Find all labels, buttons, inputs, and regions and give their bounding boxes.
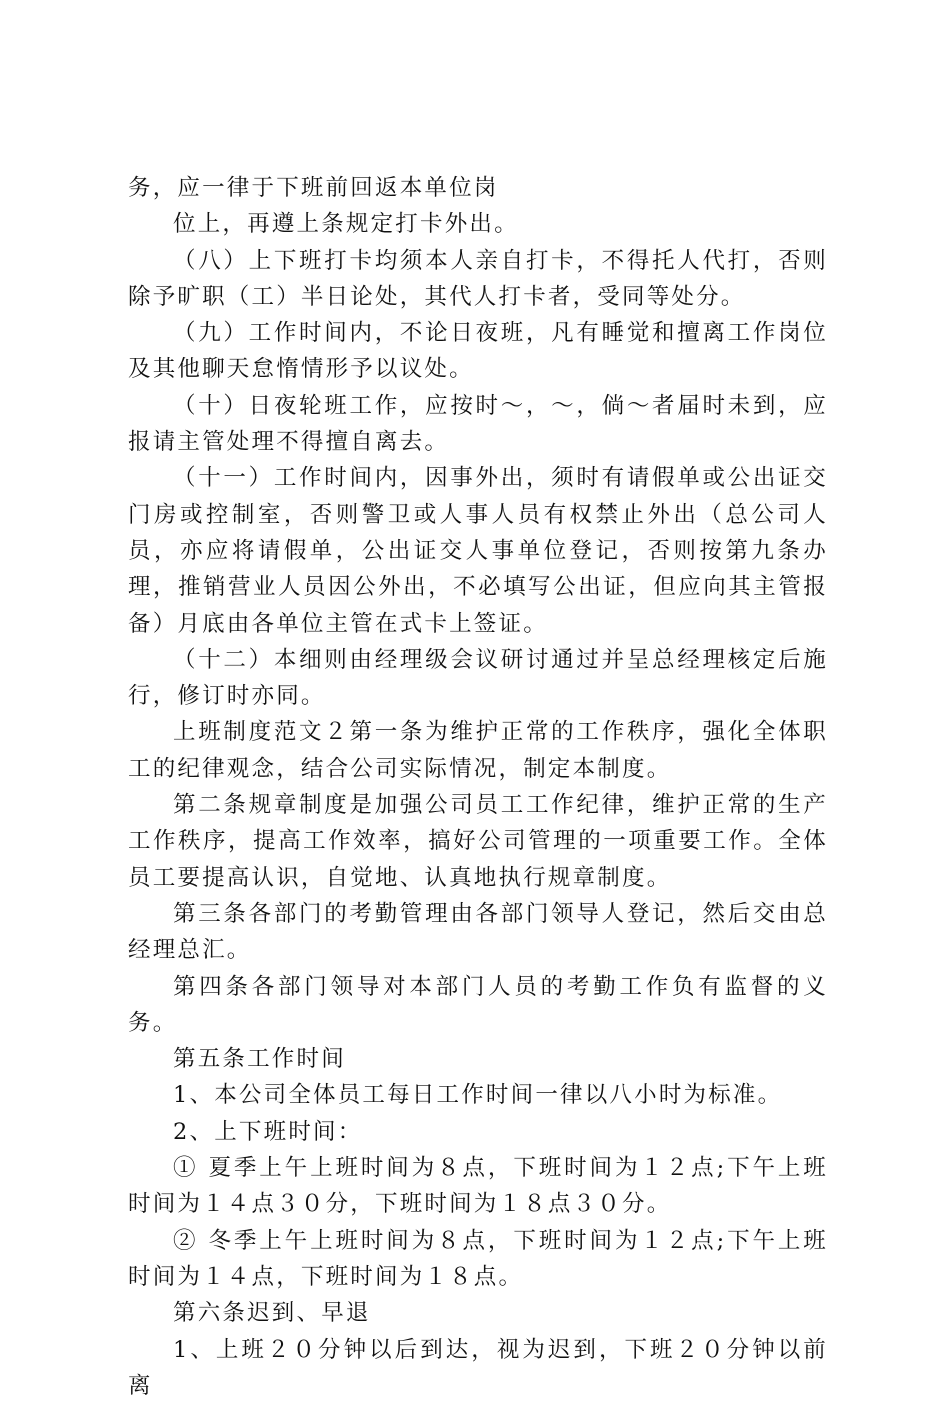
paragraph: 1、本公司全体员工每日工作时间一律以八小时为标准。	[128, 1077, 828, 1113]
paragraph: （十一）工作时间内，因事外出，须时有请假单或公出证交门房或控制室，否则警卫或人事人员有权禁止外出（总公司人员，亦应将请假单，公出证交人事单位登记，否则按第九条办理，推销营业人员因公外出，不必填写公出证，但应向其主管报备）月底由各单位主管在式卡上签证。	[128, 460, 828, 641]
paragraph: （十二）本细则由经理级会议研讨通过并呈总经理核定后施行，修订时亦同。	[128, 642, 828, 715]
paragraph: 第二条规章制度是加强公司员工工作纪律，维护正常的生产工作秩序，提高工作效率，搞好公司管理的一项重要工作。全体员工要提高认识，自觉地、认真地执行规章制度。	[128, 787, 828, 896]
paragraph: 2、上下班时间：	[128, 1114, 828, 1150]
document-body	[128, 170, 828, 1404]
paragraph: 第三条各部门的考勤管理由各部门领导人登记，然后交由总经理总汇。	[128, 896, 828, 969]
paragraph: 第四条各部门领导对本部门人员的考勤工作负有监督的义务。	[128, 969, 828, 1042]
paragraph: 务，应一律于下班前回返本单位岗	[128, 170, 828, 206]
paragraph: ① 夏季上午上班时间为８点，下班时间为１２点;下午上班时间为１４点３０分，下班时间为１８点３０分。	[128, 1150, 828, 1223]
paragraph: （十）日夜轮班工作，应按时～，～，倘～者届时未到，应报请主管处理不得擅自离去。	[128, 388, 828, 461]
paragraph: （八）上下班打卡均须本人亲自打卡，不得托人代打，否则除予旷职（工）半日论处，其代人打卡者，受同等处分。	[128, 243, 828, 316]
section-heading: 第五条工作时间	[128, 1041, 828, 1077]
paragraph: ② 冬季上午上班时间为８点，下班时间为１２点;下午上班时间为１４点，下班时间为１８点。	[128, 1223, 828, 1296]
paragraph: 位上，再遵上条规定打卡外出。	[128, 206, 828, 242]
paragraph: 1、上班２０分钟以后到达，视为迟到，下班２０分钟以前离	[128, 1332, 828, 1404]
paragraph: （九）工作时间内，不论日夜班，凡有睡觉和擅离工作岗位及其他聊天怠惰情形予以议处。	[128, 315, 828, 388]
section-heading: 第六条迟到、早退	[128, 1295, 828, 1331]
paragraph: 上班制度范文２第一条为维护正常的工作秩序，强化全体职工的纪律观念，结合公司实际情况，制定本制度。	[128, 714, 828, 787]
